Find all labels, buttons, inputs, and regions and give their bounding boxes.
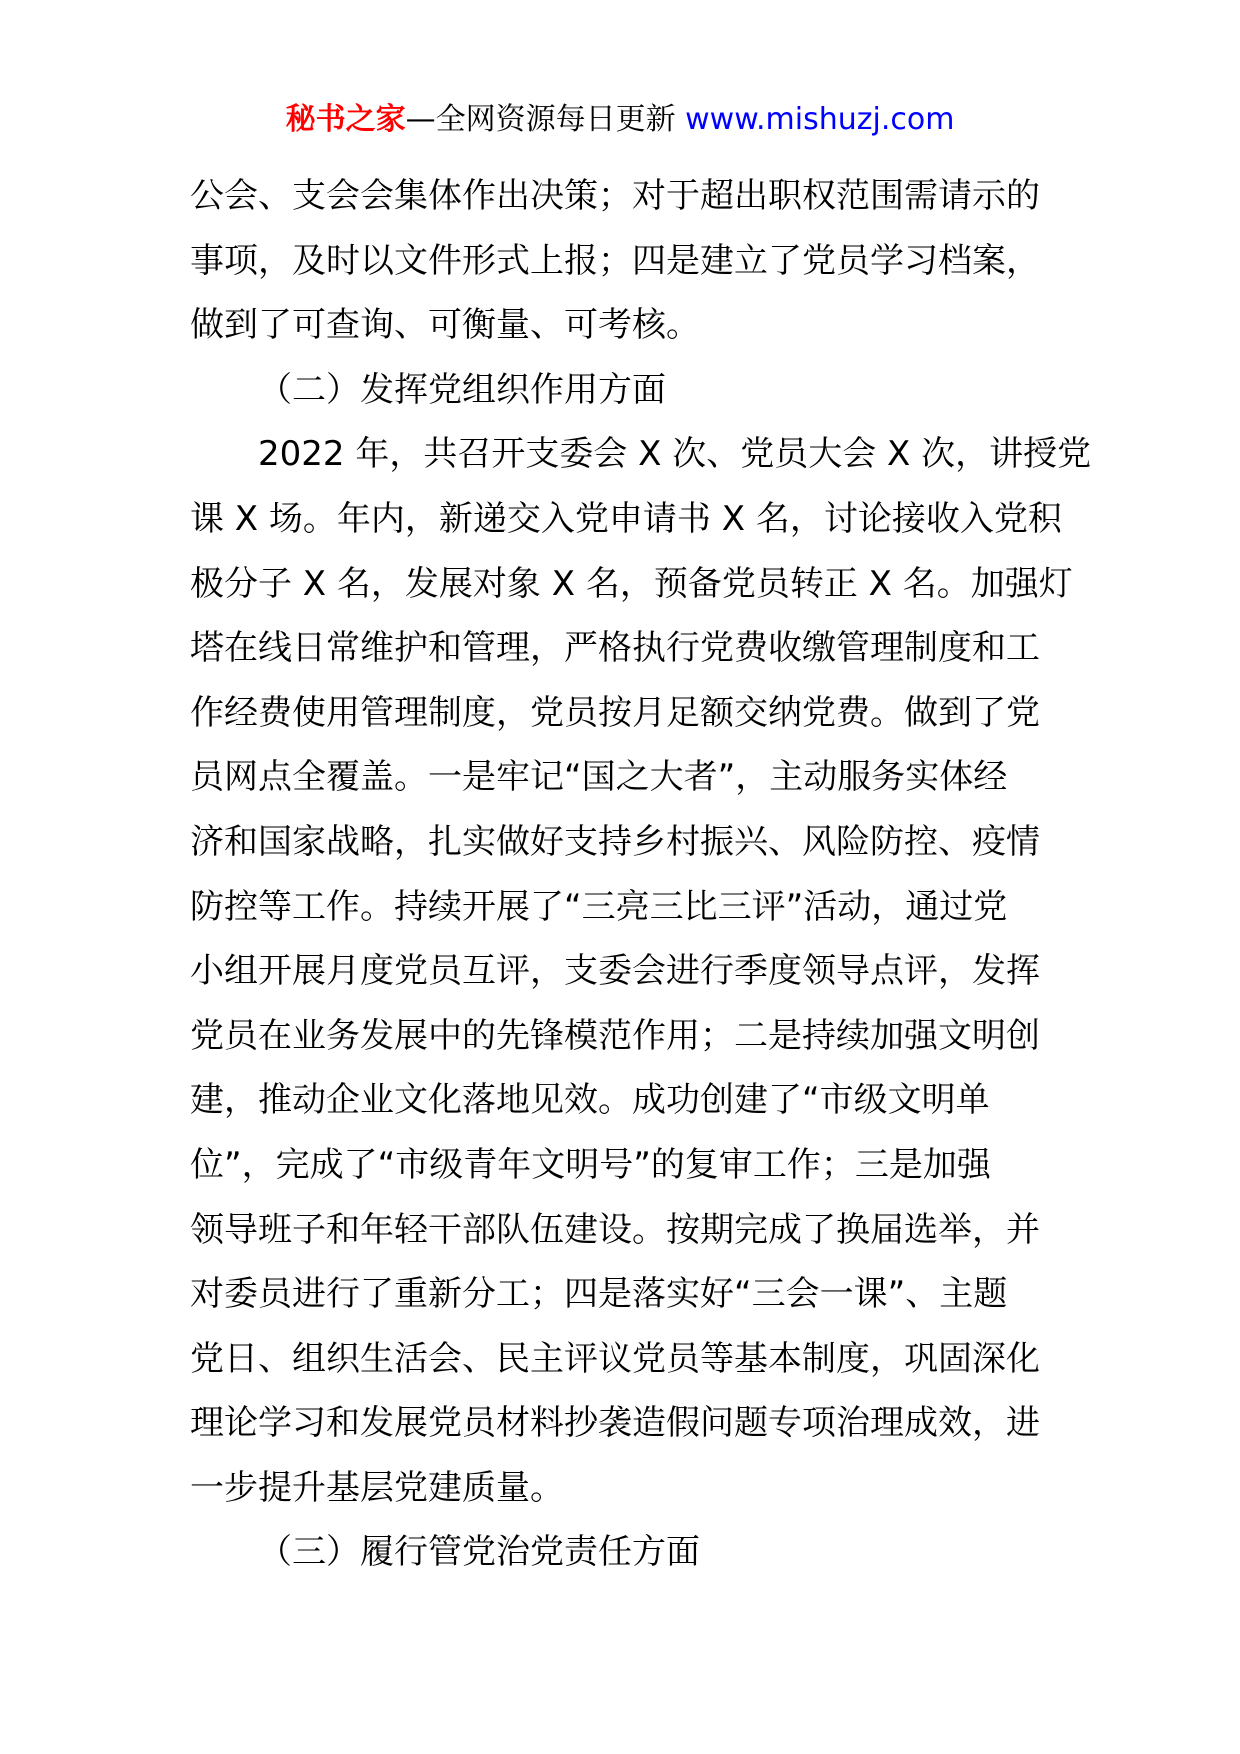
text-line: 一步提升基层党建质量。 <box>190 1467 564 1508</box>
text-line: 做到了可查询、可衡量、可考核。 <box>190 305 700 346</box>
text-line: 对委员进行了重新分工；四是落实好“三会一课”、主题 <box>190 1274 1008 1315</box>
text-line: 领导班子和年轻干部队伍建设。按期完成了换届选举，并 <box>190 1209 1040 1250</box>
text-line: 员网点全覆盖。一是牢记“国之大者”，主动服务实体经 <box>190 757 1008 798</box>
text-line: 济和国家战略，扎实做好支持乡村振兴、风险防控、疫情 <box>190 821 1040 862</box>
text-line: 公会、支会会集体作出决策；对于超出职权范围需请示的 <box>190 176 1040 216</box>
text-line: 建，推动企业文化落地见效。成功创建了“市级文明单 <box>190 1080 990 1121</box>
text-line: 作经费使用管理制度，党员按月足额交纳党费。做到了党 <box>190 692 1040 733</box>
text-line: 极分子 X 名，发展对象 X 名，预备党员转正 X 名。加强灯 <box>190 563 1073 604</box>
text-line: 防控等工作。持续开展了“三亮三比三评”活动，通过党 <box>190 886 1008 927</box>
text-line: 党员在业务发展中的先锋模范作用；二是持续加强文明创 <box>190 1015 1040 1056</box>
section-heading: （三）履行管党治党责任方面 <box>258 1532 700 1573</box>
document-body <box>190 164 1092 1585</box>
site-header <box>0 100 1240 140</box>
text-line: 位”，完成了“市级青年文明号”的复审工作；三是加强 <box>190 1144 991 1185</box>
paragraph-first-line: 2022 年，共召开支委会 X 次、党员大会 X 次，讲授党 <box>258 434 1092 475</box>
text-line: 理论学习和发展党员材料抄袭造假问题专项治理成效，进 <box>190 1403 1040 1444</box>
brand-name: 秘书之家 <box>285 102 406 137</box>
header-tagline: —全网资源每日更新 <box>405 102 686 137</box>
site-url-link[interactable]: www.mishuzj.com <box>685 102 955 137</box>
text-line: 课 X 场。年内，新递交入党申请书 X 名，讨论接收入党积 <box>190 498 1062 539</box>
section-heading: （二）发挥党组织作用方面 <box>258 369 666 410</box>
text-line: 党日、组织生活会、民主评议党员等基本制度，巩固深化 <box>190 1338 1040 1379</box>
text-line: 塔在线日常维护和管理，严格执行党费收缴管理制度和工 <box>190 628 1040 669</box>
text-line: 事项，及时以文件形式上报；四是建立了党员学习档案， <box>190 240 1040 281</box>
text-line: 小组开展月度党员互评，支委会进行季度领导点评，发挥 <box>190 951 1040 992</box>
